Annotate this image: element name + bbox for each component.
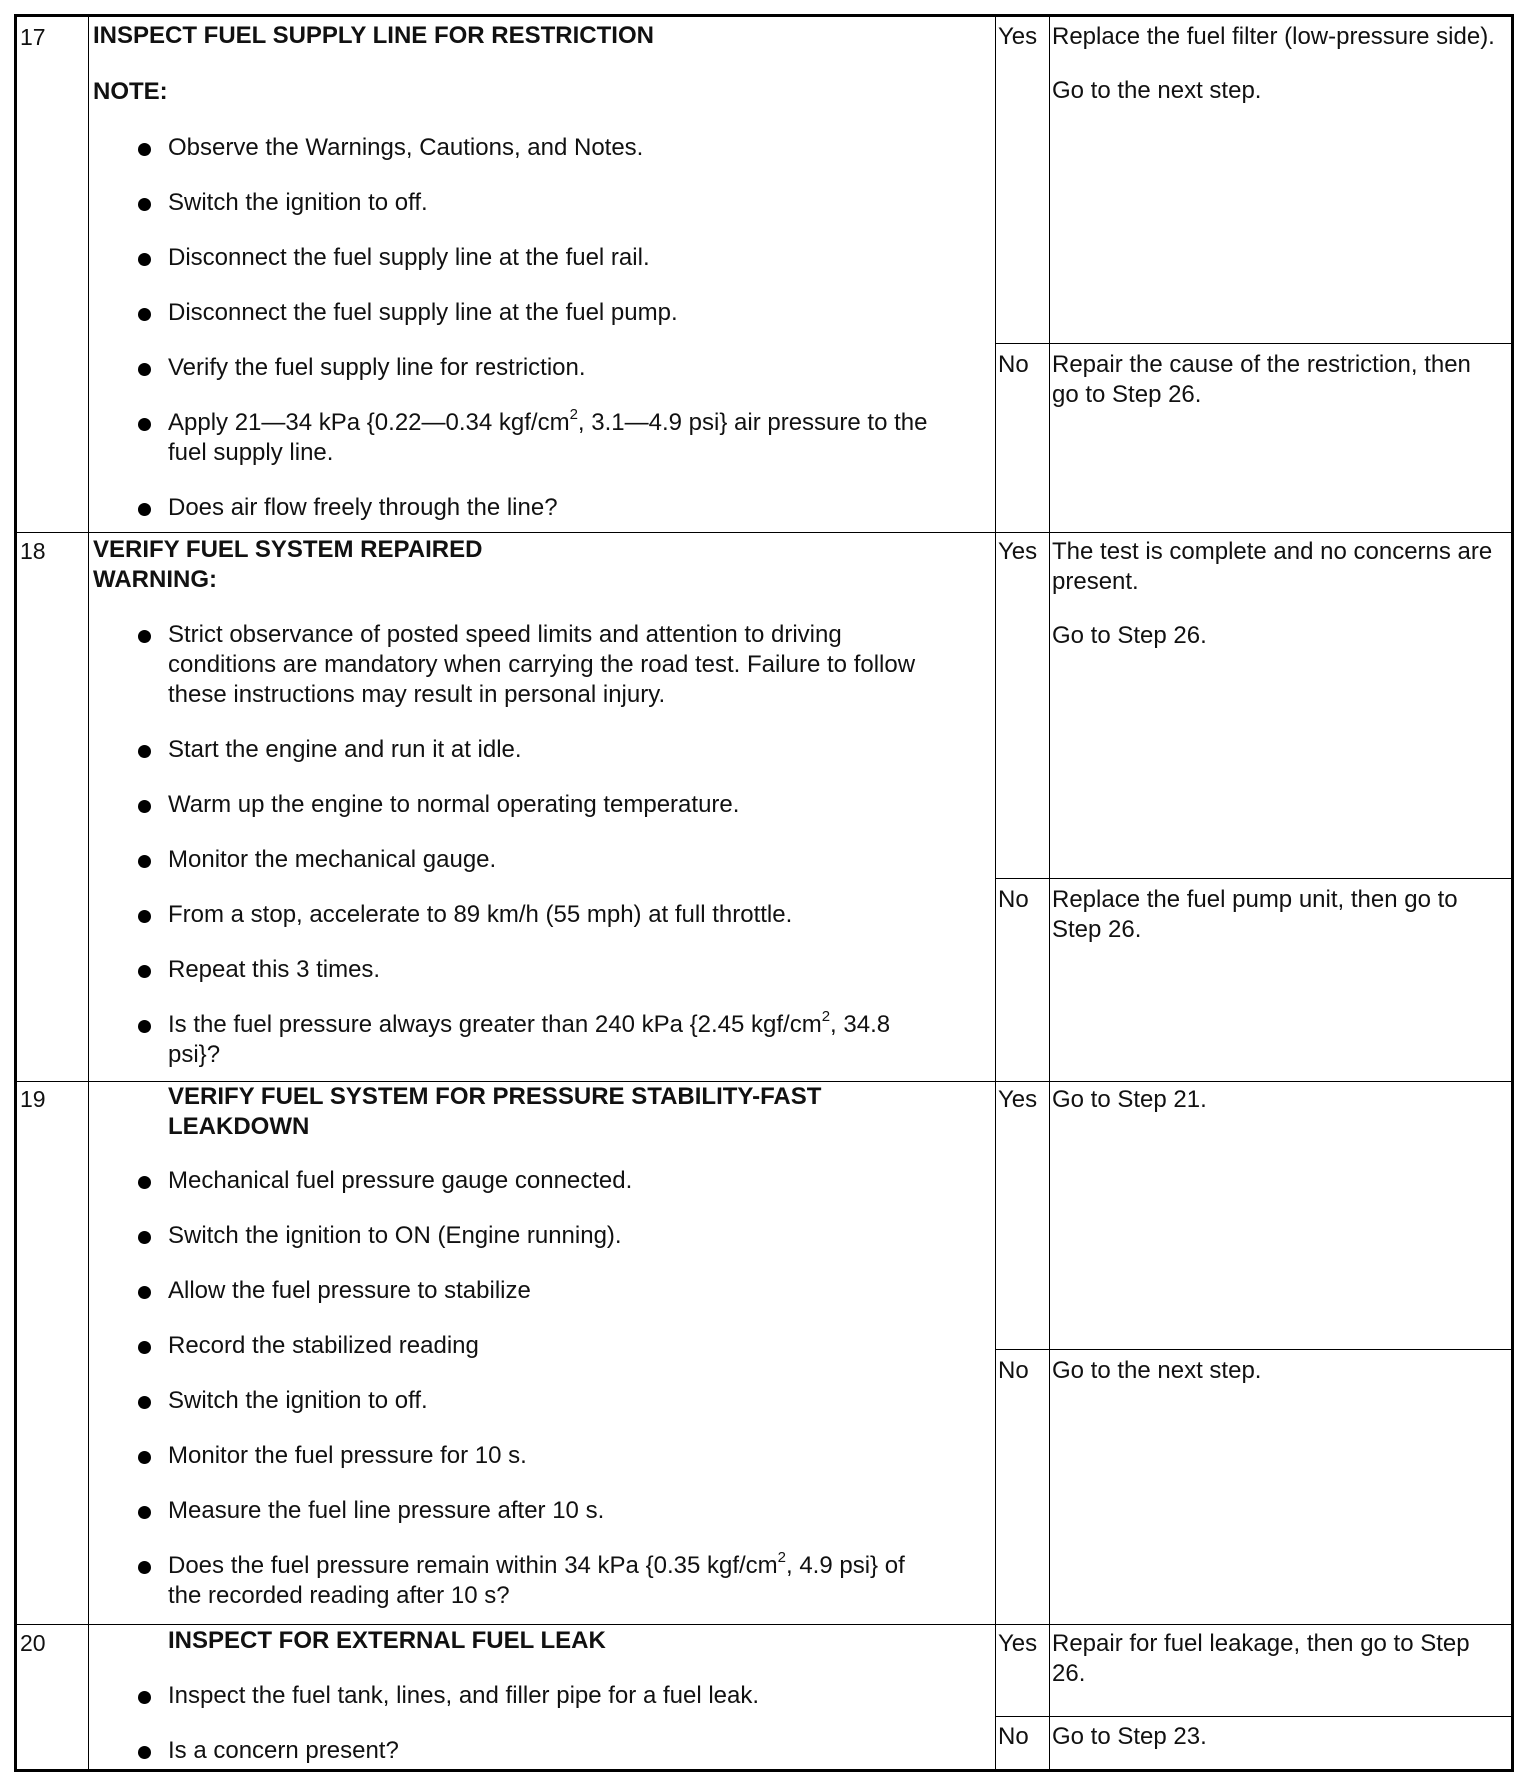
no-label: No: [998, 1357, 1029, 1384]
action-line: Replace the fuel pump unit, then go to Step 26.: [1052, 886, 1458, 943]
bullet-icon: [138, 1561, 151, 1574]
bullet-icon: [138, 1746, 151, 1759]
bullet-icon: [138, 143, 151, 156]
bullet-icon: [138, 308, 151, 321]
list-item-text: Warm up the engine to normal operating temperature.: [168, 791, 740, 818]
list-item-text: Switch the ignition to off.: [168, 189, 428, 216]
no-action: [1052, 1356, 1502, 1386]
list-item-text: Is a concern present?: [168, 1737, 399, 1764]
bullet-icon: [138, 198, 151, 211]
bullet-icon: [138, 1396, 151, 1409]
list-item-text: Inspect the fuel tank, lines, and filler pipe for a fuel leak.: [168, 1682, 760, 1709]
bullet-icon: [138, 630, 151, 643]
step-note-label: NOTE:: [93, 78, 168, 105]
yes-no-divider: [995, 878, 1511, 879]
bullet-icon: [138, 1451, 151, 1464]
step-title: VERIFY FUEL SYSTEM FOR PRESSURE STABILITY-FAST LEAKDOWN: [168, 1083, 822, 1140]
row-divider: [17, 1624, 1511, 1625]
list-item-text: From a stop, accelerate to 89 km/h (55 mph) at full throttle.: [168, 901, 793, 928]
yes-no-divider: [995, 1716, 1511, 1717]
yes-action: [1052, 1629, 1502, 1689]
bullet-icon: [138, 503, 151, 516]
action-line: Go to the next step.: [1052, 77, 1262, 104]
step-warning-label: WARNING:: [93, 566, 217, 593]
step-number: 17: [20, 24, 46, 50]
bullet-icon: [138, 855, 151, 868]
list-item-text: Apply 21—34 kPa {0.22—0.34 kgf/$cm^2$, 3.1—4.9 psi} air pressure to the fuel supply line.: [168, 406, 928, 466]
bullet-icon: [138, 1176, 151, 1189]
yes-no-divider: [995, 343, 1511, 344]
bullet-icon: [138, 363, 151, 376]
yes-label: Yes: [998, 1630, 1038, 1657]
no-label: No: [998, 1723, 1029, 1750]
yes-label: Yes: [998, 538, 1038, 565]
step-title: INSPECT FOR EXTERNAL FUEL LEAK: [168, 1627, 606, 1654]
bullet-icon: [138, 1341, 151, 1354]
bullet-icon: [138, 418, 151, 431]
list-item-text: Mechanical fuel pressure gauge connected.: [168, 1167, 633, 1194]
action-line: Replace the fuel filter (low-pressure side).: [1052, 23, 1495, 50]
action-line: Go to Step 21.: [1052, 1086, 1207, 1113]
no-action: [1052, 1722, 1502, 1752]
list-item-text: Does air flow freely through the line?: [168, 494, 558, 521]
step-title: INSPECT FUEL SUPPLY LINE FOR RESTRICTION: [93, 22, 654, 49]
bullet-icon: [138, 965, 151, 978]
bullet-icon: [138, 253, 151, 266]
list-item-text: Record the stabilized reading: [168, 1332, 479, 1359]
list-item-text: Switch the ignition to ON (Engine running).: [168, 1222, 622, 1249]
action-line: Repair for fuel leakage, then go to Step 26.: [1052, 1630, 1470, 1687]
bullet-icon: [138, 1231, 151, 1244]
action-line: Go to the next step.: [1052, 1357, 1262, 1384]
list-item-text: Does the fuel pressure remain within 34 kPa {0.35 kgf/$cm^2$, 4.9 psi} of the recorded reading after 10 s?: [168, 1549, 905, 1609]
row-divider: [17, 532, 1511, 533]
column-divider: [995, 17, 996, 1769]
list-item-text: Allow the fuel pressure to stabilize: [168, 1277, 531, 1304]
yes-action: [1052, 1085, 1502, 1115]
list-item-text: Start the engine and run it at idle.: [168, 736, 522, 763]
list-item-text: Disconnect the fuel supply line at the fuel rail.: [168, 244, 650, 271]
bullet-icon: [138, 1506, 151, 1519]
list-item-text: Verify the fuel supply line for restriction.: [168, 354, 586, 381]
action-line: Go to Step 26.: [1052, 622, 1207, 649]
step-number: 19: [20, 1086, 46, 1112]
list-item-text: Strict observance of posted speed limits and attention to driving conditions are mandatory when carrying the road test. Failure to follow these instructions may result in personal injury.: [168, 621, 916, 708]
no-action: [1052, 350, 1502, 410]
list-item-text: Repeat this 3 times.: [168, 956, 381, 983]
bullet-icon: [138, 1020, 151, 1033]
yes-label: Yes: [998, 23, 1038, 50]
bullet-icon: [138, 910, 151, 923]
step-number: 18: [20, 538, 46, 564]
no-label: No: [998, 351, 1029, 378]
action-line: Go to Step 23.: [1052, 1723, 1207, 1750]
no-label: No: [998, 886, 1029, 913]
column-divider: [1049, 17, 1050, 1769]
step-number: 20: [20, 1630, 46, 1656]
bullet-icon: [138, 745, 151, 758]
list-item-text: Monitor the fuel pressure for 10 s.: [168, 1442, 527, 1469]
bullet-icon: [138, 1691, 151, 1704]
no-action: [1052, 885, 1502, 945]
yes-action: [1052, 22, 1502, 106]
bullet-icon: [138, 1286, 151, 1299]
list-item-text: Is the fuel pressure always greater than 240 kPa {2.45 kgf/$cm^2$, 34.8 psi}?: [168, 1008, 891, 1068]
column-divider: [88, 17, 89, 1769]
list-item-text: Disconnect the fuel supply line at the fuel pump.: [168, 299, 678, 326]
list-item-text: Monitor the mechanical gauge.: [168, 846, 497, 873]
action-line: The test is complete and no concerns are present.: [1052, 538, 1493, 595]
step-title: VERIFY FUEL SYSTEM REPAIRED: [93, 536, 483, 563]
list-item-text: Measure the fuel line pressure after 10 s.: [168, 1497, 605, 1524]
bullet-icon: [138, 800, 151, 813]
list-item-text: Switch the ignition to off.: [168, 1387, 428, 1414]
action-line: Repair the cause of the restriction, then go to Step 26.: [1052, 351, 1471, 408]
yes-action: [1052, 537, 1502, 651]
yes-label: Yes: [998, 1086, 1038, 1113]
list-item-text: Observe the Warnings, Cautions, and Notes.: [168, 134, 644, 161]
yes-no-divider: [995, 1349, 1511, 1350]
